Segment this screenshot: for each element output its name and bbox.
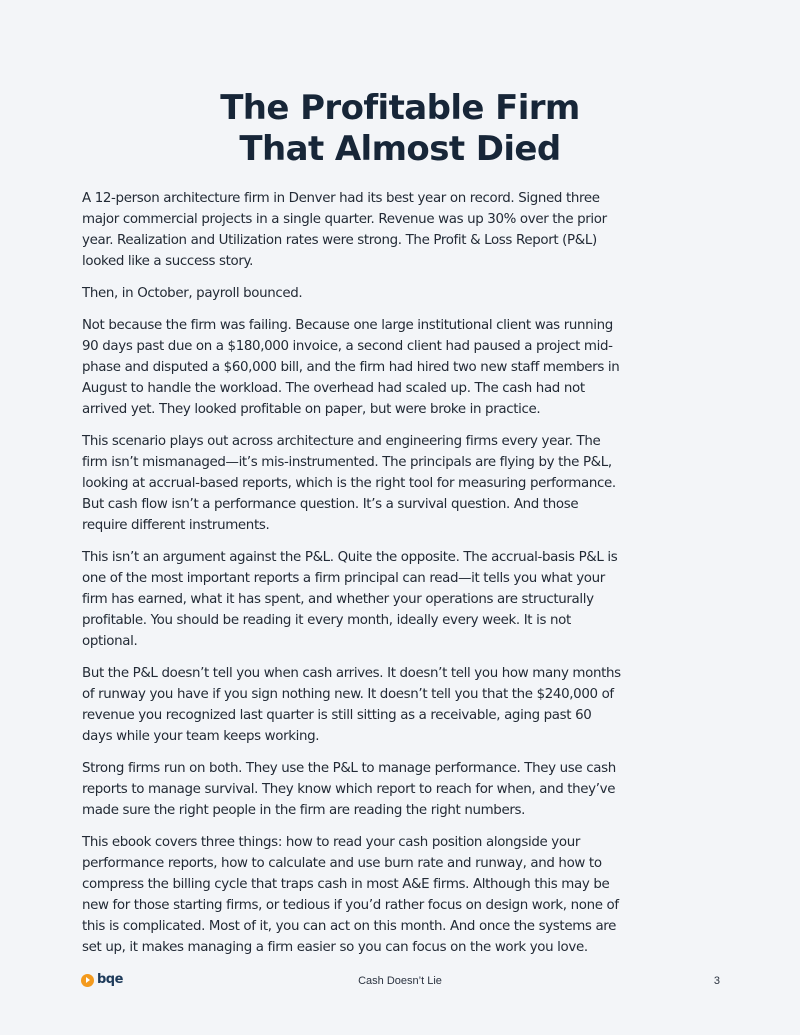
paragraph: But the P&L doesn’t tell you when cash arrives. It doesn’t tell you how many months of runway you have if you sign nothing new. It doesn’t tell you that the $240,000 of revenue you recognized last quarter is still sitting as a receivable, aging past 60 days while your team keeps working.	[82, 666, 621, 744]
page-title-line-2: That Almost Died	[239, 129, 561, 169]
body-text	[82, 188, 622, 969]
paragraph: This isn’t an argument against the P&L. Quite the opposite. The accrual-basis P&L is one of the most important reports a firm principal can read—it tells you what your firm has earned, what it has spent, and whether your operations are structurally profitable. You should be reading it every month, ideally every week. It is not optional.	[82, 550, 618, 649]
paragraph: This ebook covers three things: how to read your cash position alongside your performance reports, how to calculate and use burn rate and runway, and how to compress the billing cycle that traps cash in most A&E firms. Although this may be new for those starting firms, or tedious if you’d rather focus on design work, none of this is complicated. Most of it, you can act on this month. And once the systems are set up, it makes managing a firm easier so you can focus on the work you love.	[82, 835, 619, 955]
logo-text: bqe	[97, 972, 123, 987]
footer-document-title: Cash Doesn’t Lie	[358, 975, 442, 987]
page-number: 3	[713, 975, 720, 987]
paragraph: Then, in October, payroll bounced.	[82, 286, 303, 301]
paragraph: This scenario plays out across architecture and engineering firms every year. The firm isn’t mismanaged—it’s mis-instrumented. The principals are flying by the P&L, looking at accrual-based reports, which is the right tool for measuring performance. But cash flow isn’t a performance question. It’s a survival question. And those require different instruments.	[82, 434, 616, 533]
paragraph: Not because the firm was failing. Because one large institutional client was running 90 days past due on a $180,000 invoice, a second client had paused a project mid-phase and disputed a $60,000 bill, and the firm had hired two new staff members in August to handle the workload. The overhead had scaled up. The cash had not arrived yet. They looked profitable on paper, but were broke in practice.	[82, 318, 620, 417]
page-title	[0, 88, 800, 170]
paragraph: Strong firms run on both. They use the P&L to manage performance. They use cash reports to manage survival. They know which report to reach for when, and they’ve made sure the right people in the firm are reading the right numbers.	[82, 761, 616, 818]
page-title-line-1: The Profitable Firm	[220, 88, 580, 128]
page-footer	[0, 972, 800, 992]
paragraph: A 12-person architecture firm in Denver had its best year on record. Signed three major commercial projects in a single quarter. Revenue was up 30% over the prior year. Realization and Utilization rates were strong. The Profit & Loss Report (P&L) looked like a success story.	[82, 191, 607, 269]
